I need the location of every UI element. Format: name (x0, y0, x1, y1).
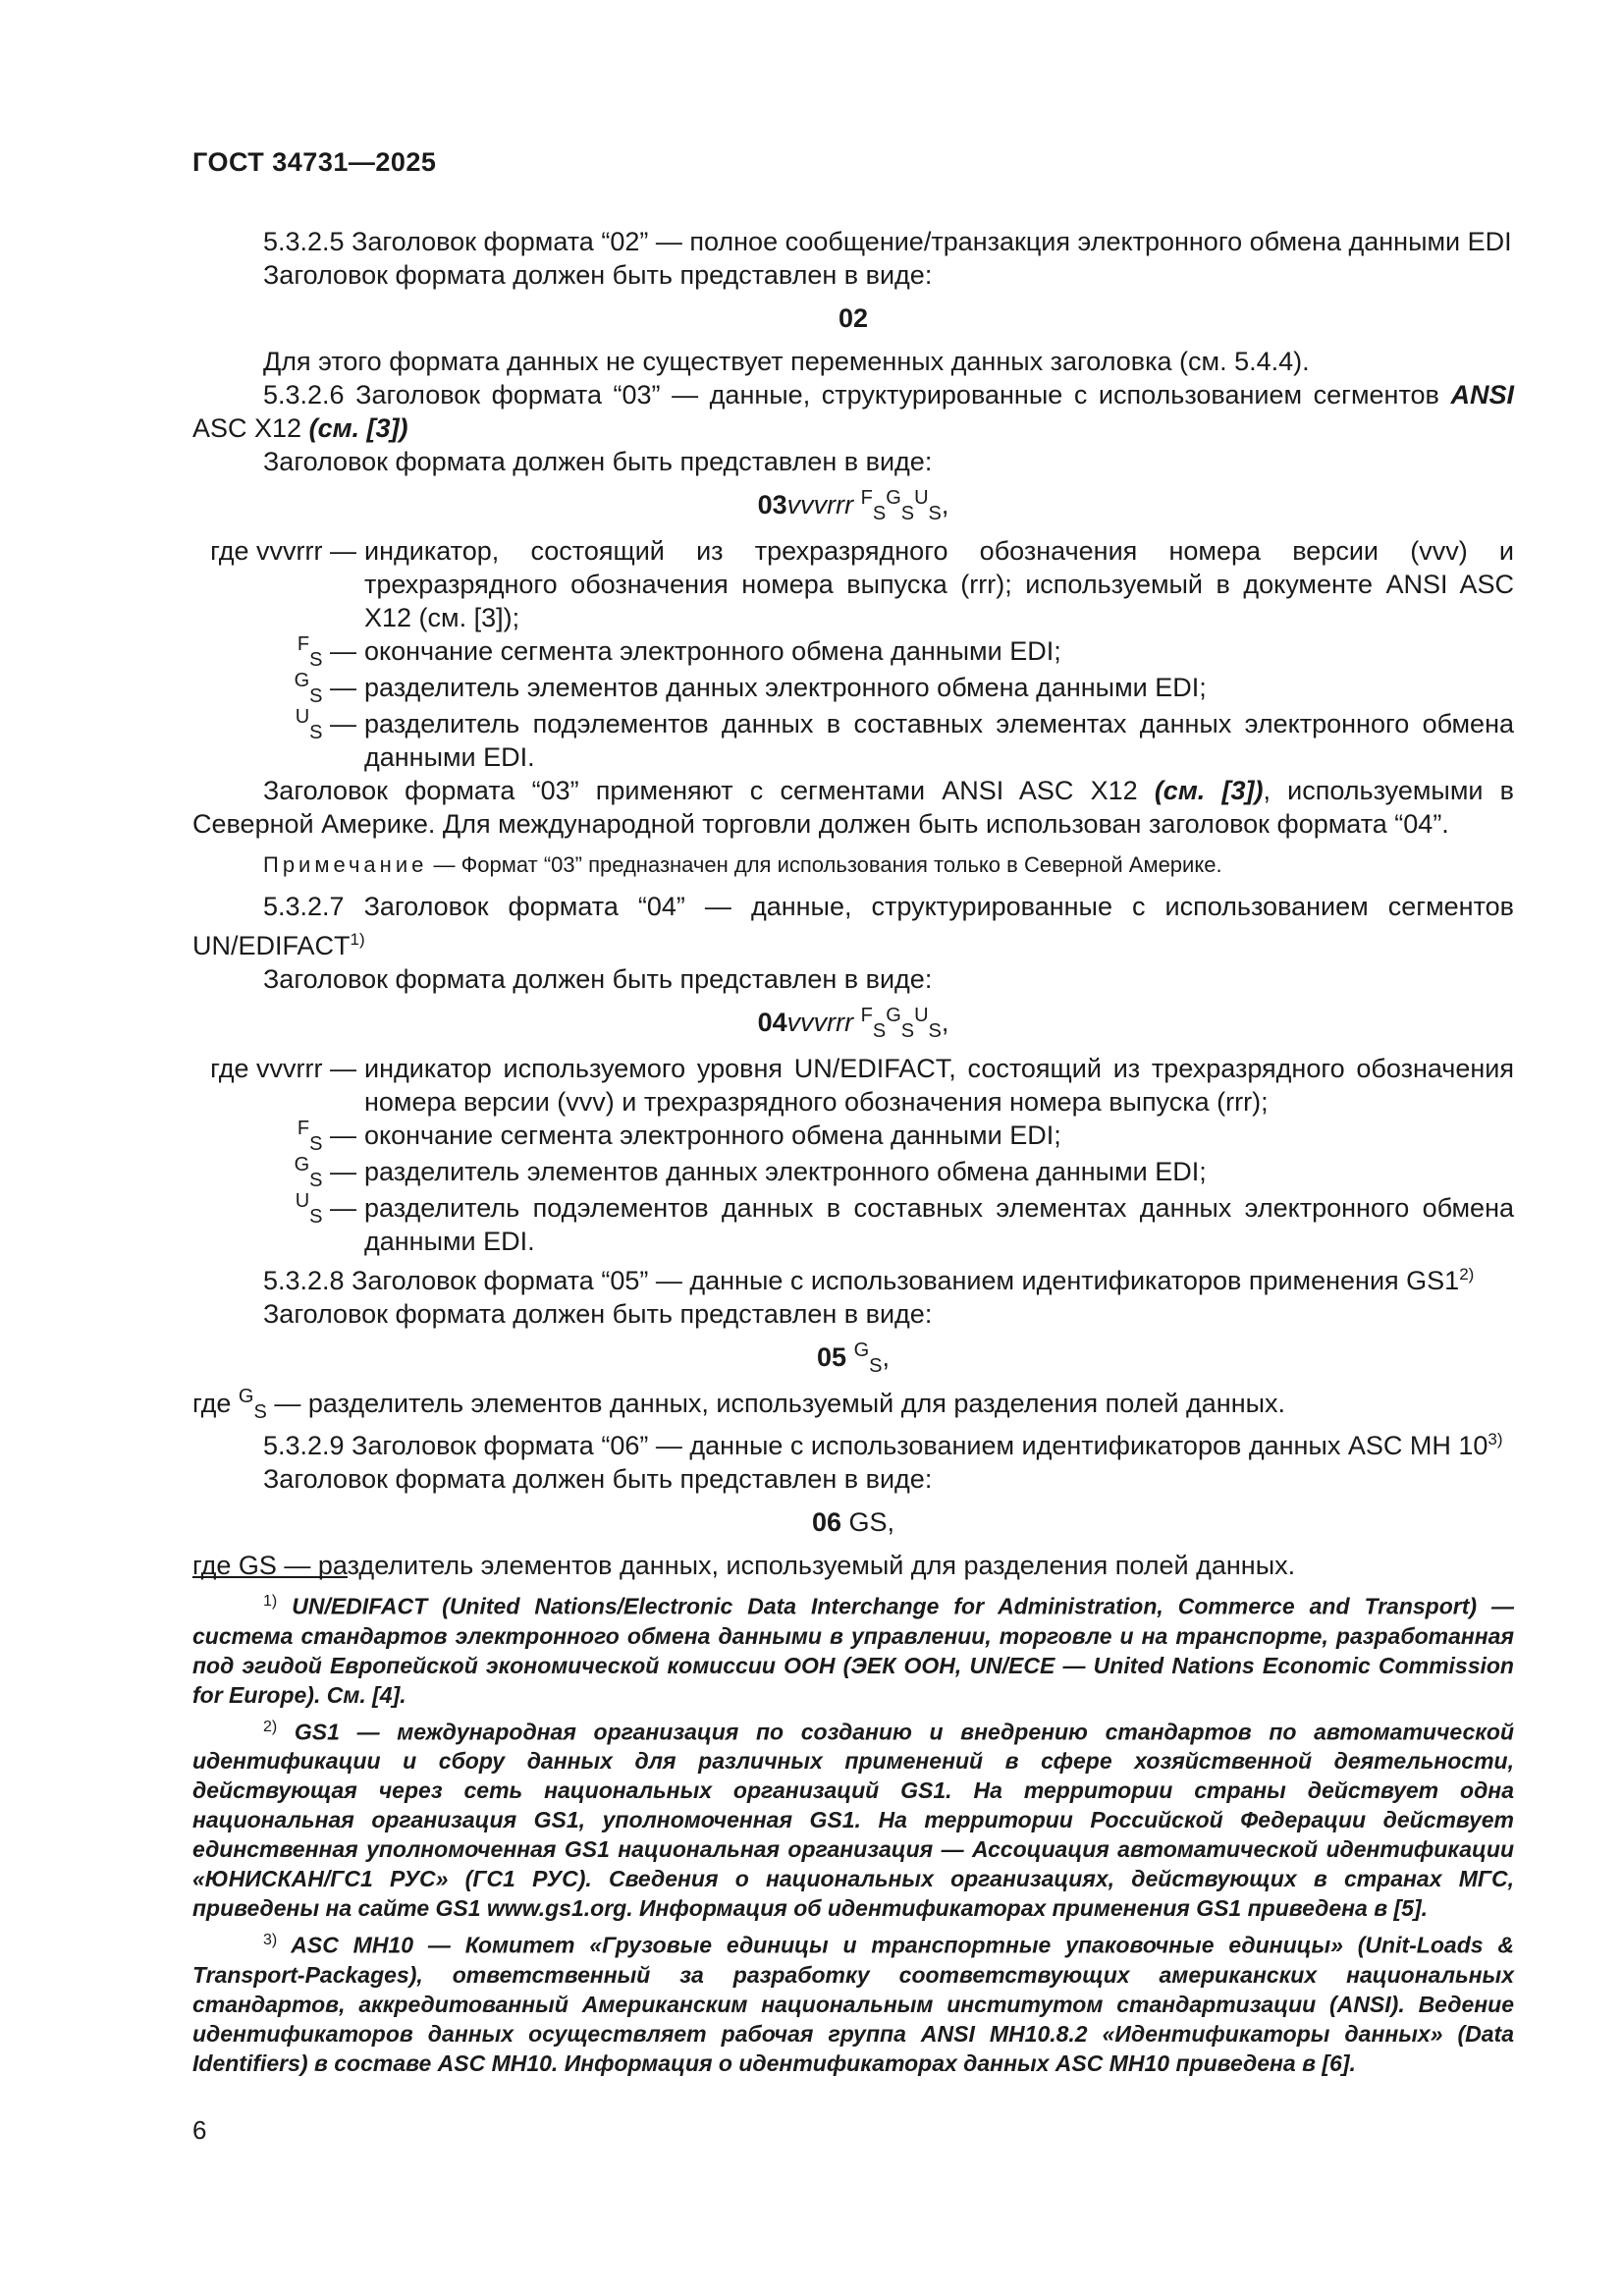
def-term-gs: GS — (294, 670, 356, 707)
def-term-gs: GS — (294, 1154, 356, 1191)
def-term-fs: FS — (297, 1118, 356, 1155)
def-term-us: US — (295, 1190, 356, 1228)
footnote-ref-2: 2) (1459, 1265, 1475, 1284)
section-5-3-2-8-heading: 5.3.2.8 Заголовок формата “05” — данные с использованием идентификаторов применения GS1$^{2)}$ (263, 1265, 1475, 1295)
def-desc: индикатор используемого уровня UN/EDIFACT, состоящий из трехразрядного обозначения номера версии (vvv) и трехразрядного обозначения номера выпуска (rrr); (364, 1054, 1514, 1117)
page-number: 6 (192, 2115, 207, 2145)
section-5-3-2-9-intro: Заголовок формата должен быть представлен в виде: (263, 1464, 933, 1494)
heading-part-b: ANSI (1450, 380, 1514, 410)
footnotes (192, 1587, 1514, 2081)
format-04: 04vvvrrr FSGSUS, (757, 1005, 949, 1042)
fs-symbol: FS (860, 1005, 887, 1042)
footnote-3: $^{3)}$ ASC MH10 — Комитет «Грузовые единицы и транспортные упаковочные единицы» (Unit-Loads & Transport-Packages), ответственный за разработку соответствующих американских национальных стандартов, аккредитованный Американским национальным институтом стандартизации (ANSI). Ведение идентификаторов данных осуществляет рабочая группа ANSI MH10.8.2 «Идентификаторы данных» (Data Identifiers) в составе ASC MH10. Информация о идентификаторах данных ASC MH10 приведена в [6]. (192, 1932, 1514, 2076)
section-5-3-2-6-intro: Заголовок формата должен быть представлен в виде: (263, 447, 933, 476)
heading-part-d: (см. [3]) (308, 413, 408, 443)
footnote-2: $^{2)}$ GS1 — международная организация по созданию и внедрению стандартов по автоматической идентификации и сбору данных для различных применений в сфере хозяйственной деятельности, действующая через сеть национальных организаций GS1. На территории страны действует одна национальная организация GS1, уполномоченная GS1. На территории Российской Федерации действует единственная уполномоченная GS1 национальная организация — Ассоциация автоматической идентификации «ЮНИСКАН/ГС1 РУС» (ГС1 РУС). Сведения о национальных организациях, действующих в странах МГС, приведены на сайте GS1 www.gs1.org. Информация об идентификаторах применения GS1 приведена в [5]. (192, 1718, 1514, 1922)
def-desc: окончание сегмента электронного обмена данными EDI; (364, 636, 1061, 666)
format-05-code: 05 (817, 1342, 847, 1372)
us-symbol: US (914, 487, 942, 524)
gs-symbol: GS (886, 1005, 915, 1042)
section-5-3-2-5-heading: 5.3.2.5 Заголовок формата “02” — полное сообщение/транзакция электронного обмена данными EDI (263, 227, 1512, 256)
def-desc: разделитель подэлементов данных в составных элементах данных электронного обмена данными EDI. (364, 709, 1514, 772)
gs-symbol: GS (853, 1339, 883, 1377)
def-term: где vvvrrr — (210, 1054, 356, 1083)
section-5-3-2-8-intro: Заголовок формата должен быть представлен в виде: (263, 1299, 933, 1329)
definitions-03 (192, 534, 1514, 774)
section-5-3-2-8-where: где GS — разделитель элементов данных, используемый для разделения полей данных. (192, 1386, 1286, 1423)
def-term: где vvvrrr — (210, 536, 356, 566)
document-header: ГОСТ 34731—2025 (192, 147, 437, 177)
heading-part-c: ASC X12 (192, 413, 302, 443)
section-5-3-2-5-intro: Заголовок формата должен быть представлен в виде: (263, 260, 933, 290)
gs-symbol: GS (886, 487, 915, 524)
section-5-3-2-7-intro: Заголовок формата должен быть представлен в виде: (263, 964, 933, 994)
footnote-ref-3: 3) (1488, 1430, 1503, 1449)
format-05: 05 GS, (817, 1339, 890, 1377)
section-5-3-2-6-heading (192, 378, 1514, 445)
section-5-3-2-5-note: Для этого формата данных не существует переменных данных заголовка (см. 5.4.4). (263, 347, 1310, 376)
section-5-3-2-7-heading: 5.3.2.7 Заголовок формата “04” — данные, структурированные с использованием сегментов UN/EDIFACT$^{1)}$ (192, 892, 1514, 960)
footnote-1: $^{1)}$ UN/EDIFACT (United Nations/Electronic Data Interchange for Administration, Commerce and Transport) — система стандартов электронного обмена данными в управлении, торговле и на транспорте, разработанная под эгидой Европейской экономической комиссии ООН (ЭЕК ООН, UN/ECE — United Nations Economic Commission for Europe). См. [4]. (192, 1593, 1514, 1708)
document-body (192, 225, 1514, 1582)
footnote-divider (192, 1576, 348, 1578)
def-term-fs: FS — (297, 633, 356, 671)
def-desc: разделитель подэлементов данных в составных элементах данных электронного обмена данными EDI. (364, 1193, 1514, 1256)
def-desc: окончание сегмента электронного обмена данными EDI; (364, 1121, 1061, 1150)
format-06-code: 06 (811, 1507, 842, 1537)
note-text: — Формат “03” предназначен для использования только в Северной Америке. (427, 852, 1222, 877)
format-03-code: 03 (757, 490, 787, 519)
definitions-04 (192, 1052, 1514, 1258)
note (192, 848, 1514, 882)
format-02 (192, 301, 1514, 335)
fs-symbol: FS (860, 487, 887, 524)
section-5-3-2-6-para: Заголовок формата “03” применяют с сегментами ANSI ASC X12 (см. [3]), используемыми в Северной Америке. Для международной торговли должен быть использован заголовок формата “04”. (192, 776, 1514, 839)
section-5-3-2-9-where: где GS — разделитель элементов данных, используемый для разделения полей данных. (192, 1551, 1296, 1580)
format-06: 06 GS, (811, 1507, 895, 1537)
footnote-ref-1: 1) (350, 930, 365, 949)
section-5-3-2-9-heading: 5.3.2.9 Заголовок формата “06” — данные с использованием идентификаторов данных ASC MH 10$^{3)}$ (263, 1430, 1503, 1460)
format-03: 03vvvrrr FSGSUS, (757, 487, 949, 524)
format-03-var: vvvrrr (786, 490, 854, 519)
format-04-code: 04 (757, 1008, 787, 1037)
def-desc: индикатор, состоящий из трехразрядного обозначения номера версии (vvv) и трехразрядного обозначения номера выпуска (rrr); используемый в документе ANSI ASC X12 (см. [3]); (364, 536, 1514, 632)
us-symbol: US (914, 1005, 942, 1042)
format-02-code: 02 (838, 303, 869, 333)
def-desc: разделитель элементов данных электронного обмена данными EDI; (364, 673, 1207, 702)
heading-part-a: 5.3.2.6 Заголовок формата “03” — данные, структурированные с использованием сегментов (263, 380, 1439, 410)
note-label: Примечание (263, 852, 428, 877)
def-desc: разделитель элементов данных электронного обмена данными EDI; (364, 1157, 1207, 1186)
def-term-us: US — (295, 706, 356, 743)
